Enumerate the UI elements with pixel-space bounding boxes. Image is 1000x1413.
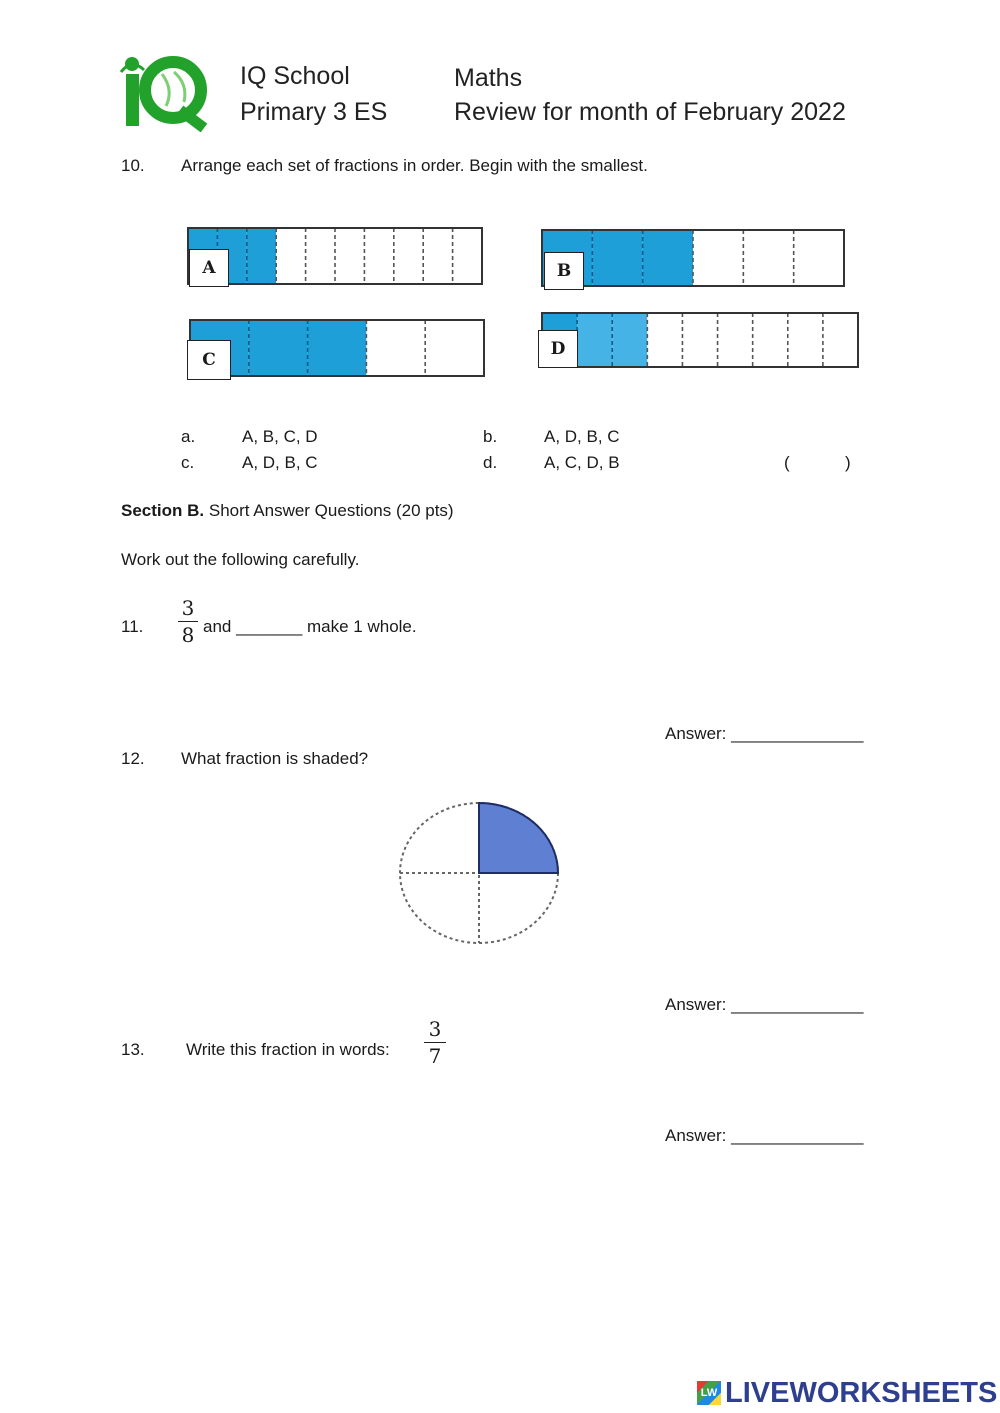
liveworksheets-logo: LIVEWORKSHEETS bbox=[725, 1376, 998, 1409]
section-b-instruction: Work out the following carefully. bbox=[121, 550, 360, 569]
bar-part-shaded bbox=[643, 230, 693, 286]
option-c-letter: c. bbox=[181, 453, 195, 472]
q10-question: Arrange each set of fractions in order. Begin with the smallest. bbox=[181, 156, 648, 175]
bar-part-empty bbox=[753, 313, 788, 367]
bar-part-empty bbox=[743, 230, 793, 286]
bar-part-shaded bbox=[308, 320, 367, 376]
option-a-letter: a. bbox=[181, 427, 196, 446]
section-b-heading bbox=[121, 501, 454, 521]
bar-part-empty bbox=[718, 313, 753, 367]
q12-question: What fraction is shaded? bbox=[181, 749, 369, 768]
q10-number: 10. bbox=[121, 156, 145, 175]
bar-label-d: D bbox=[538, 330, 578, 368]
option-d-letter: d. bbox=[483, 453, 498, 472]
q13-fraction bbox=[424, 1019, 446, 1066]
school-logo bbox=[118, 52, 210, 132]
liveworksheets-brand[interactable] bbox=[697, 1377, 997, 1409]
bar-part-shaded bbox=[577, 313, 612, 367]
fraction-bar-c bbox=[188, 318, 486, 378]
option-d-text[interactable]: A, C, D, B bbox=[544, 453, 620, 472]
shaded-quarter bbox=[479, 803, 558, 873]
q11-numerator: 3 bbox=[181, 596, 195, 620]
q10-answer-input[interactable] bbox=[800, 452, 838, 474]
bar-part-shaded bbox=[249, 320, 308, 376]
bar-part-shaded bbox=[612, 313, 647, 367]
option-b-letter: b. bbox=[483, 427, 498, 446]
review-title: Review for month of February 2022 bbox=[454, 98, 846, 126]
option-c-text[interactable]: A, D, B, C bbox=[242, 453, 318, 472]
section-b-title: Section B. bbox=[121, 501, 205, 520]
fraction-bar-d bbox=[540, 311, 860, 369]
bar-part-shaded bbox=[592, 230, 642, 286]
bar-part-empty bbox=[394, 228, 423, 284]
fraction-bar-b bbox=[540, 228, 846, 288]
q13-denominator: 7 bbox=[428, 1044, 442, 1068]
q13-number: 13. bbox=[121, 1040, 145, 1059]
bar-part-empty bbox=[682, 313, 717, 367]
q11-question: and _______ make 1 whole. bbox=[203, 617, 417, 636]
bar-label-a: A bbox=[189, 249, 229, 287]
bar-part-empty bbox=[366, 320, 425, 376]
bar-part-empty bbox=[335, 228, 364, 284]
school-name: IQ School bbox=[240, 62, 350, 90]
grade-level: Primary 3 ES bbox=[240, 98, 388, 126]
bar-part-empty bbox=[276, 228, 305, 284]
q13-answer[interactable]: Answer: ______________ bbox=[665, 1126, 864, 1145]
bar-part-empty bbox=[823, 313, 858, 367]
option-a-text[interactable]: A, B, C, D bbox=[242, 427, 318, 446]
bar-part-shaded bbox=[247, 228, 276, 284]
fraction-circle bbox=[398, 800, 562, 946]
subject: Maths bbox=[454, 64, 523, 92]
bar-label-b: B bbox=[544, 252, 584, 290]
bar-part-empty bbox=[788, 313, 823, 367]
q11-answer[interactable]: Answer: ______________ bbox=[665, 724, 864, 743]
section-b-subtitle: Short Answer Questions (20 pts) bbox=[208, 501, 454, 520]
bar-part-empty bbox=[693, 230, 743, 286]
bar-label-c: C bbox=[187, 340, 231, 380]
liveworksheets-badge: LW bbox=[697, 1381, 721, 1405]
bar-part-empty bbox=[794, 230, 844, 286]
q13-numerator: 3 bbox=[428, 1017, 442, 1041]
q13-question: Write this fraction in words: bbox=[186, 1040, 390, 1059]
q11-fraction bbox=[178, 598, 198, 645]
option-b-text[interactable]: A, D, B, C bbox=[544, 427, 620, 446]
bar-part-empty bbox=[425, 320, 484, 376]
bar-part-empty bbox=[423, 228, 452, 284]
q12-number: 12. bbox=[121, 749, 145, 768]
bar-part-empty bbox=[453, 228, 482, 284]
bar-part-empty bbox=[364, 228, 393, 284]
q12-answer[interactable]: Answer: ______________ bbox=[665, 995, 864, 1014]
q11-denominator: 8 bbox=[181, 623, 195, 647]
answer-bracket-open: ( bbox=[784, 453, 790, 472]
bar-part-empty bbox=[306, 228, 335, 284]
fraction-bar-a bbox=[186, 226, 484, 286]
answer-bracket-close: ) bbox=[845, 453, 851, 472]
bar-part-empty bbox=[647, 313, 682, 367]
q11-number: 11. bbox=[121, 617, 144, 636]
